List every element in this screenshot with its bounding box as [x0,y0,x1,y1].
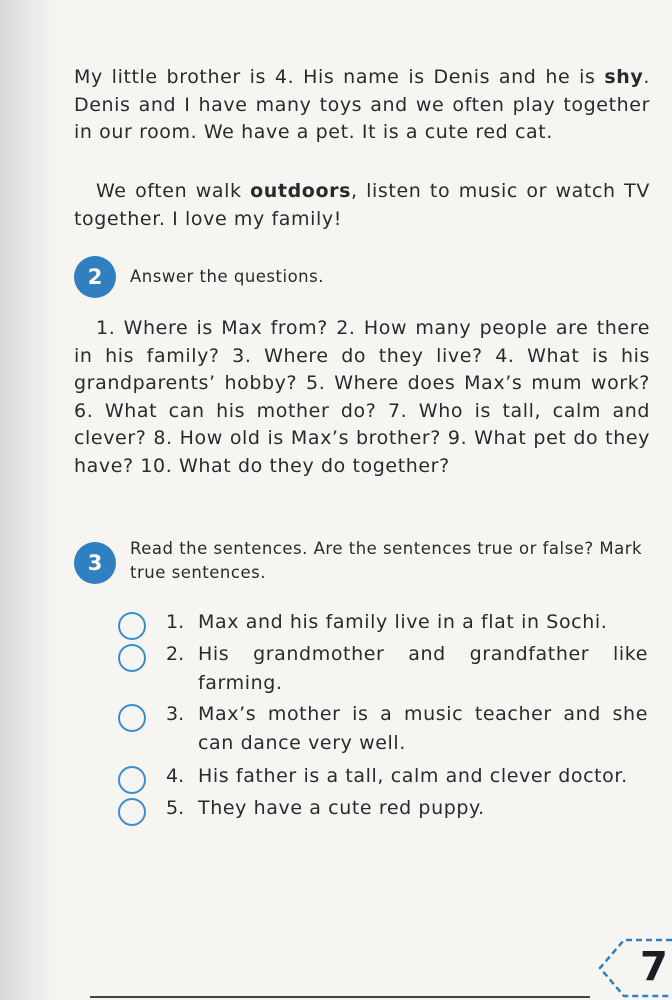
true-mark-circle-4[interactable] [118,766,146,794]
statement-text: Max and his family live in a flat in Sochi. [198,611,608,633]
true-mark-circle-2[interactable] [118,644,146,672]
exercise-2-badge: 2 [74,256,116,298]
statement-text: Max’s mother is a music teacher and she can dance very well. [198,703,648,754]
statement-number: 5. [166,797,185,819]
true-mark-circle-3[interactable] [118,704,146,732]
bottom-divider [90,996,590,998]
statement-text: His father is a tall, calm and clever doctor. [198,765,628,787]
statement-number: 3. [166,703,185,725]
page-number: 7 [640,944,668,990]
true-mark-circle-5[interactable] [118,798,146,826]
statement-text: They have a cute red puppy. [198,797,485,819]
story-text: , listen to music or watch TV together. I love my family! [74,180,650,230]
exercise-3-instruction: Read the sentences. Are the sentences true or false? Mark true sentences. [130,539,643,582]
story-text: My little brother is 4. His name is Denis and he is [74,66,605,88]
bold-word-shy: shy [604,66,644,88]
statement-number: 4. [166,765,185,787]
statement-number: 1. [166,611,185,633]
story-paragraph-1 [74,64,650,147]
true-mark-circle-1[interactable] [118,612,146,640]
story-paragraph-2 [74,178,650,233]
story-text: We often walk [96,180,251,202]
story-text: . Denis and I have many toys and we often play together in our room. We have a pet. It is a cute red cat. [74,66,650,143]
statement-number: 2. [166,643,185,665]
exercise-2-instruction: Answer the questions. [130,267,324,286]
page-gutter-shadow [0,0,60,1000]
statement-text: His grandmother and grandfather like farming. [198,643,648,694]
bold-word-outdoors: outdoors [250,180,351,202]
exercise-3-badge: 3 [74,542,116,584]
exercise-2-questions: 1. Where is Max from? 2. How many people are there in his family? 3. Where do they live? 4. What is his grandparents’ hobby? 5. Where does Max’s mum work? 6. What can his mother do? 7. Who is tall, calm and clever? 8. How old is Max’s brother? 9. What pet do they have? 10. What do they do together? [74,317,650,477]
page-number-tab [596,936,672,1000]
